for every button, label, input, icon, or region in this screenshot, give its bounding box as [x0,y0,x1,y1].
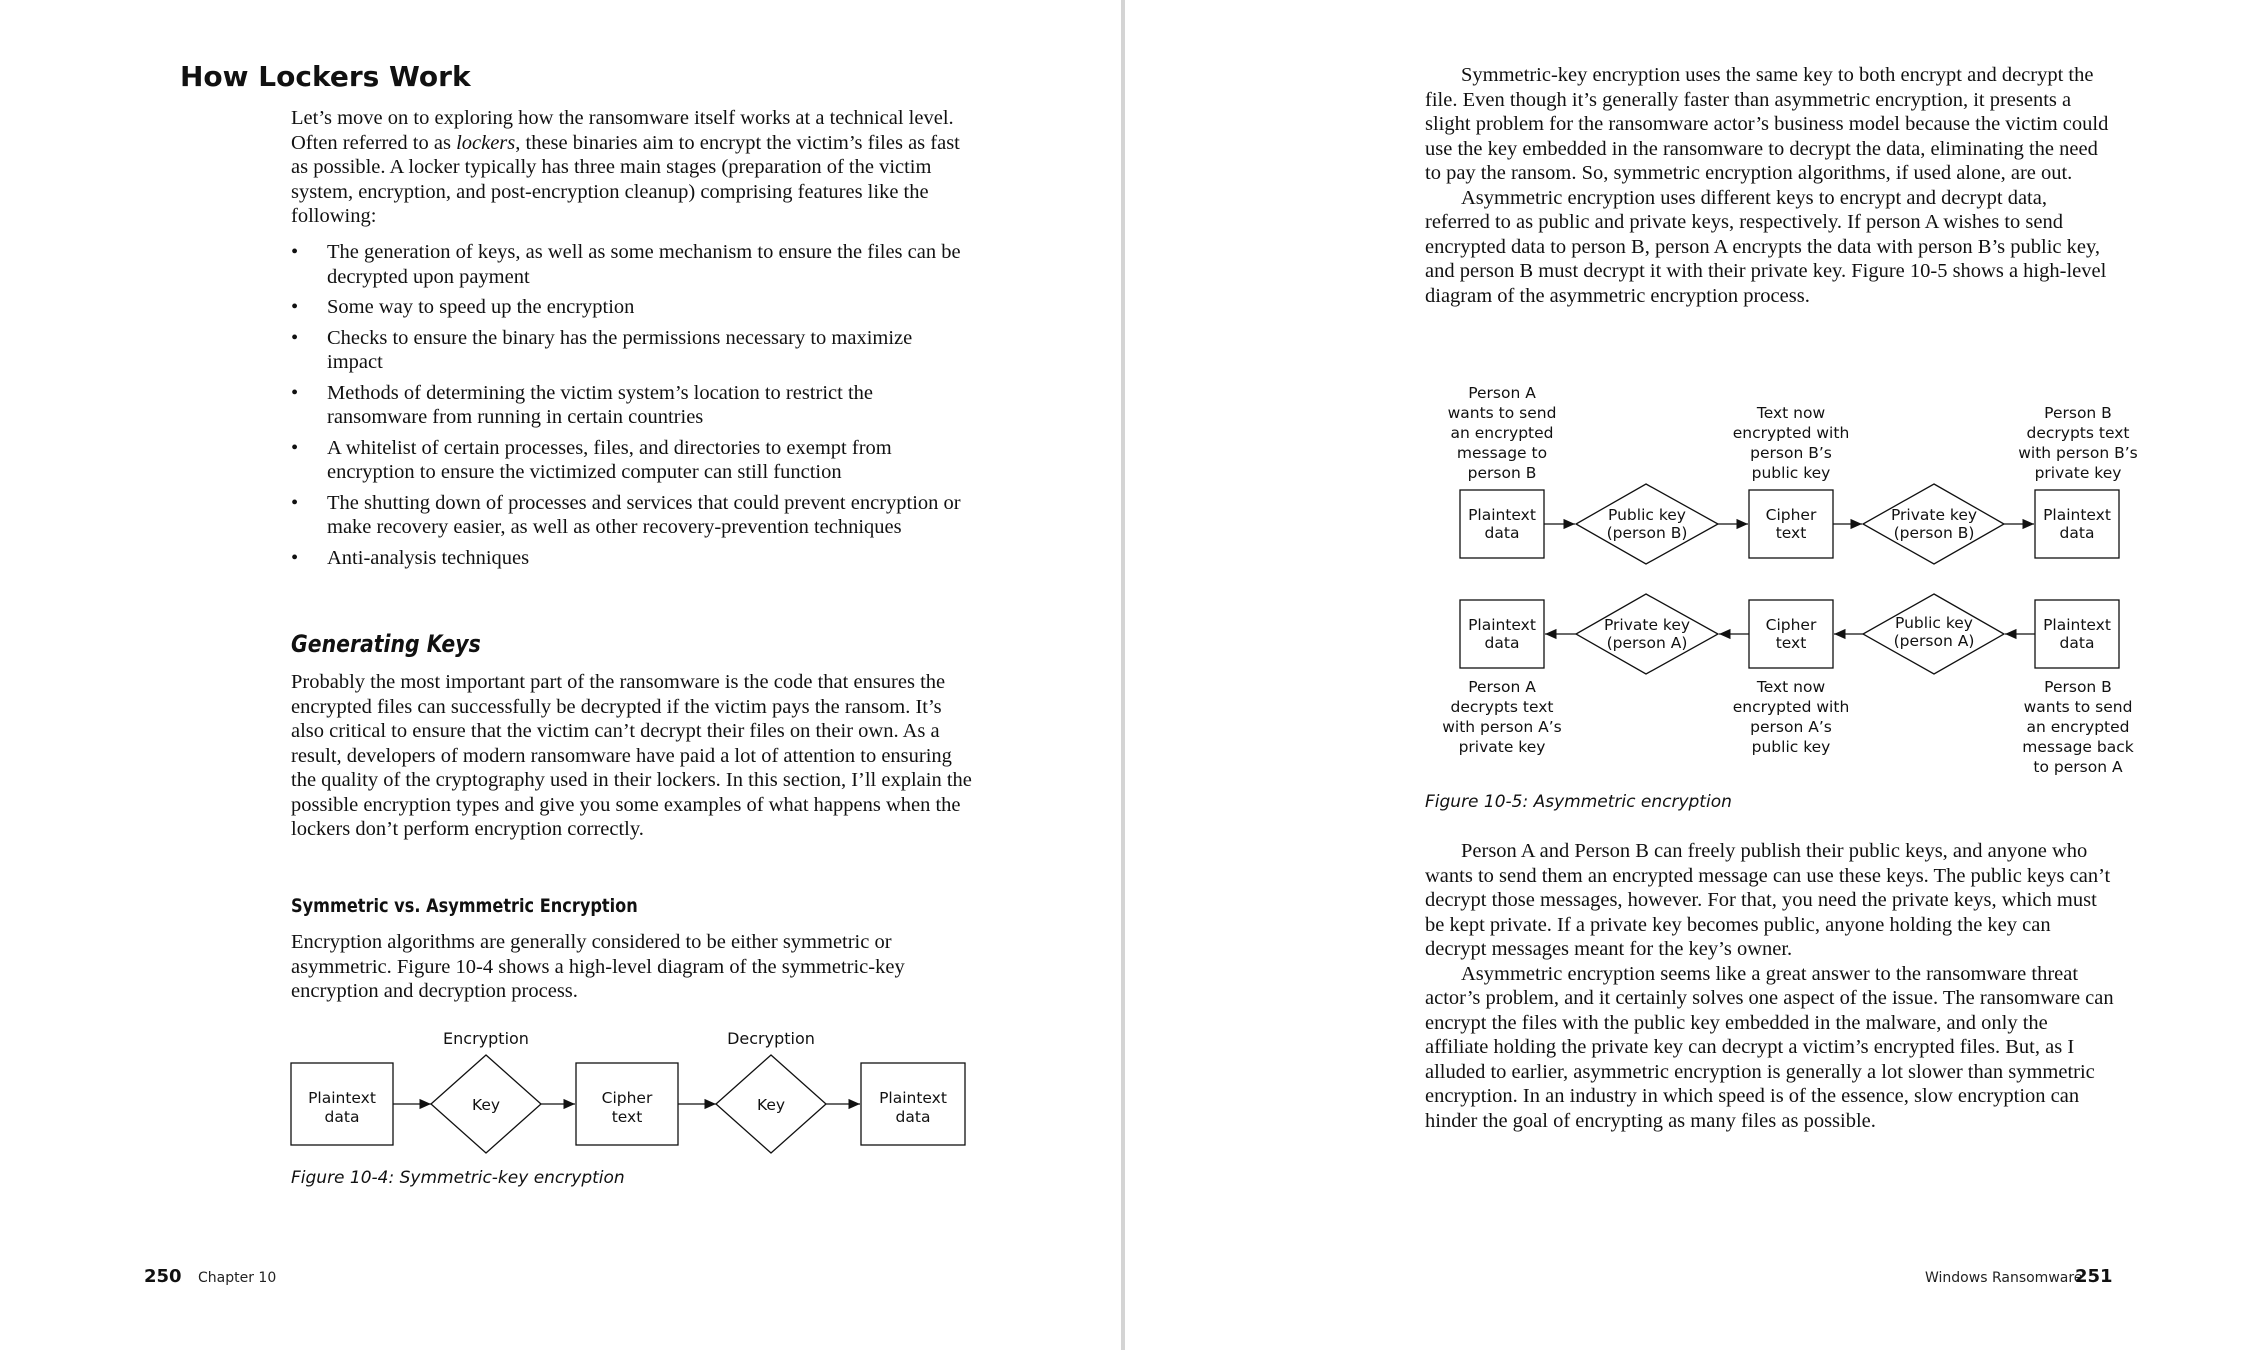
svg-text:public key: public key [1751,738,1831,756]
svg-text:(person A): (person A) [1606,634,1688,652]
left-page [0,0,1121,1350]
generating-keys-block [291,670,973,842]
list-item: • Anti-analysis techniques [291,546,530,569]
svg-text:Person A: Person A [1468,384,1536,402]
svg-text:encrypted with: encrypted with [1732,424,1850,442]
figure-10-5-caption: Figure 10-5: Asymmetric encryption [1425,792,1732,812]
svg-text:with person A’s: with person A’s [1442,718,1562,736]
svg-text:Plaintext: Plaintext [2043,616,2111,634]
section-heading-how-lockers-work: How Lockers Work [180,60,471,93]
svg-text:encrypted with: encrypted with [1732,698,1850,716]
svg-text:message to: message to [1456,444,1548,462]
svg-text:decrypts text: decrypts text [1450,698,1554,716]
feature-list-block [291,240,973,576]
list-item: • Checks to ensure the binary has the permissions necessary to maximize impact [291,326,913,373]
symmetric-intro-paragraph: Encryption algorithms are generally considered to be either symmetric or asymmetric. Figure 10-4 shows a high-level diagram of the symmetric-key encryption and decryption process. [291,931,905,1002]
svg-text:Private key: Private key [1890,506,1978,524]
svg-text:Plaintext: Plaintext [2043,506,2111,524]
list-item: • The generation of keys, as well as some mechanism to ensure the files can be decrypted upon payment [291,241,961,288]
svg-text:message back: message back [2022,738,2134,756]
svg-text:(person B): (person B) [1606,524,1688,542]
bullet-icon: • [291,436,299,459]
svg-text:to person A: to person A [2033,758,2123,776]
page-number-right: 251 [2075,1266,2113,1287]
svg-text:Person B: Person B [2044,678,2112,696]
svg-text:Person B: Person B [2044,404,2112,422]
subheading-generating-keys: Generating Keys [291,630,481,658]
box-plaintext-1-line2: data [324,1108,360,1126]
label-encryption: Encryption [443,1029,529,1048]
svg-text:wants to send: wants to send [2023,698,2133,716]
svg-text:data: data [1484,524,1520,542]
svg-text:wants to send: wants to send [1447,404,1557,422]
emphasis-lockers: lockers [456,131,516,154]
svg-text:data: data [2059,524,2095,542]
svg-text:Plaintext: Plaintext [1468,616,1536,634]
label-decryption: Decryption [727,1029,815,1048]
running-footer-right: Windows Ransomware [1925,1270,2083,1286]
symmetric-intro-block [291,930,973,1004]
feature-list [291,240,973,570]
intro-block [291,106,973,229]
svg-text:private key: private key [1458,738,1546,756]
svg-text:with person B’s: with person B’s [2018,444,2138,462]
bullet-icon: • [291,241,299,263]
svg-text:decrypts text: decrypts text [2026,424,2130,442]
svg-text:data: data [2059,634,2095,652]
svg-text:Person A: Person A [1468,678,1536,696]
list-item: • Methods of determining the victim system’s location to restrict the ransomware from running in certain countries [291,381,873,428]
figure-10-4-diagram [285,1020,985,1160]
svg-text:Public key: Public key [1608,506,1686,524]
top-label-middle [1733,404,1850,482]
box-ciphertext-line2: text [611,1108,643,1126]
svg-text:(person B): (person B) [1893,524,1975,542]
list-item: • The shutting down of processes and services that could prevent encryption or make recovery easier, as well as other recovery-prevention techniques [291,491,961,538]
svg-text:Cipher: Cipher [1765,616,1817,634]
bullet-icon: • [291,326,299,349]
box-ciphertext-line1: Cipher [601,1089,653,1107]
bullet-icon: • [291,381,299,404]
bottom-text-block [1425,839,2115,1133]
box-plaintext-2-line2: data [895,1108,931,1126]
paragraph-public-keys: Person A and Person B can freely publish their public keys, and anyone who wants to send them an encrypted message can use these keys. The public keys can’t decrypt those messages, however. For that, you need the private keys, which must be kept private. If a private key becomes public, anyone holding the key can decrypt messages meant for the key’s owner. [1425,840,2111,960]
svg-text:person B: person B [1467,464,1537,482]
svg-text:private key: private key [2034,464,2122,482]
svg-text:an encrypted: an encrypted [2026,718,2130,736]
paragraph-asymmetric: Asymmetric encryption uses different keys to encrypt and decrypt data, referred to as public and private keys, respectively. If person A wishes to send encrypted data to person B, person A encrypts the data with person B’s public key, and person B must decrypt it with their private key. Figure 10-5 shows a high-level diagram of the asymmetric encryption process. [1425,186,2107,307]
top-text-block [1425,63,2115,308]
diamond-key-2-label: Key [756,1096,786,1114]
figure-10-5-diagram [1400,378,2240,778]
svg-text:person A’s: person A’s [1750,718,1832,736]
svg-text:Text now: Text now [1756,404,1826,422]
list-item: • A whitelist of certain processes, files, and directories to exempt from encryption to ensure the victimized computer can still function [291,436,892,483]
page-number-left: 250 [144,1266,182,1287]
svg-text:text: text [1775,634,1807,652]
generating-keys-paragraph: Probably the most important part of the ransomware is the code that ensures the encrypted files can successfully be decrypted if the victim pays the ransom. It’s also critical to ensure that the victim can’t decrypt their files on their own. As a result, developers of modern ransomware have paid a lot of attention to ensuring the quality of the cryptography used in their lockers. In this section, I’ll explain the possible encryption types and give you some examples of what happens when the lockers don’t perform encryption correctly. [291,671,972,840]
svg-text:public key: public key [1751,464,1831,482]
svg-text:Cipher: Cipher [1765,506,1817,524]
svg-text:Text now: Text now [1756,678,1826,696]
bullet-icon: • [291,546,299,569]
box-plaintext-2-line1: Plaintext [879,1089,947,1107]
svg-text:Private key: Private key [1603,616,1691,634]
svg-text:(person A): (person A) [1893,632,1975,650]
bottom-label-middle [1733,678,1850,756]
svg-text:an encrypted: an encrypted [1450,424,1554,442]
diamond-key-1-label: Key [471,1096,501,1114]
subheading-symmetric-vs-asymmetric: Symmetric vs. Asymmetric Encryption [291,895,638,917]
running-footer-left: Chapter 10 [198,1270,277,1286]
paragraph-asymmetric-tradeoff: Asymmetric encryption seems like a great answer to the ransomware threat actor’s problem, and it certainly solves one aspect of the issue. The ransomware can encrypt the files with the public key embedded in the malware, and only the affiliate holding the private key can decrypt a victim’s encrypted files. But, as I alluded to earlier, asymmetric encryption is generally a lot slower than symmetric encryption. In an industry in which speed is of the essence, slow encryption can hinder the goal of encrypting as many files as possible. [1425,962,2114,1132]
list-item: • Some way to speed up the encryption [291,296,635,318]
right-page [1125,0,2244,1350]
intro-paragraph: Let’s move on to exploring how the ransomware itself works at a technical level. Often referred to as lockers, these binaries aim to encrypt the victim’s files as fast as possible. A locker typically has three main stages (preparation of the victim system, encryption, and post-encryption cleanup) comprising features like the following: [291,107,960,227]
paragraph-symmetric: Symmetric-key encryption uses the same key to both encrypt and decrypt the file. Even though it’s generally faster than asymmetric encryption, it presents a slight problem for the ransomware actor’s business model because the victim could use the key embedded in the ransomware to decrypt the data, eliminating the need to pay the ransom. So, symmetric encryption algorithms, if used alone, are out. [1425,64,2109,184]
box-plaintext-1-line1: Plaintext [308,1089,376,1107]
bullet-icon: • [291,491,299,514]
svg-text:text: text [1775,524,1807,542]
svg-text:data: data [1484,634,1520,652]
bottom-label-right [2022,678,2133,776]
svg-text:person B’s: person B’s [1750,444,1832,462]
top-label-right [2018,404,2138,482]
bullet-icon: • [291,296,299,318]
bottom-label-left [1442,678,1561,756]
top-label-left [1448,384,1557,482]
svg-text:Plaintext: Plaintext [1468,506,1536,524]
figure-10-4-caption: Figure 10-4: Symmetric-key encryption [291,1168,625,1188]
svg-text:Public key: Public key [1895,614,1973,632]
